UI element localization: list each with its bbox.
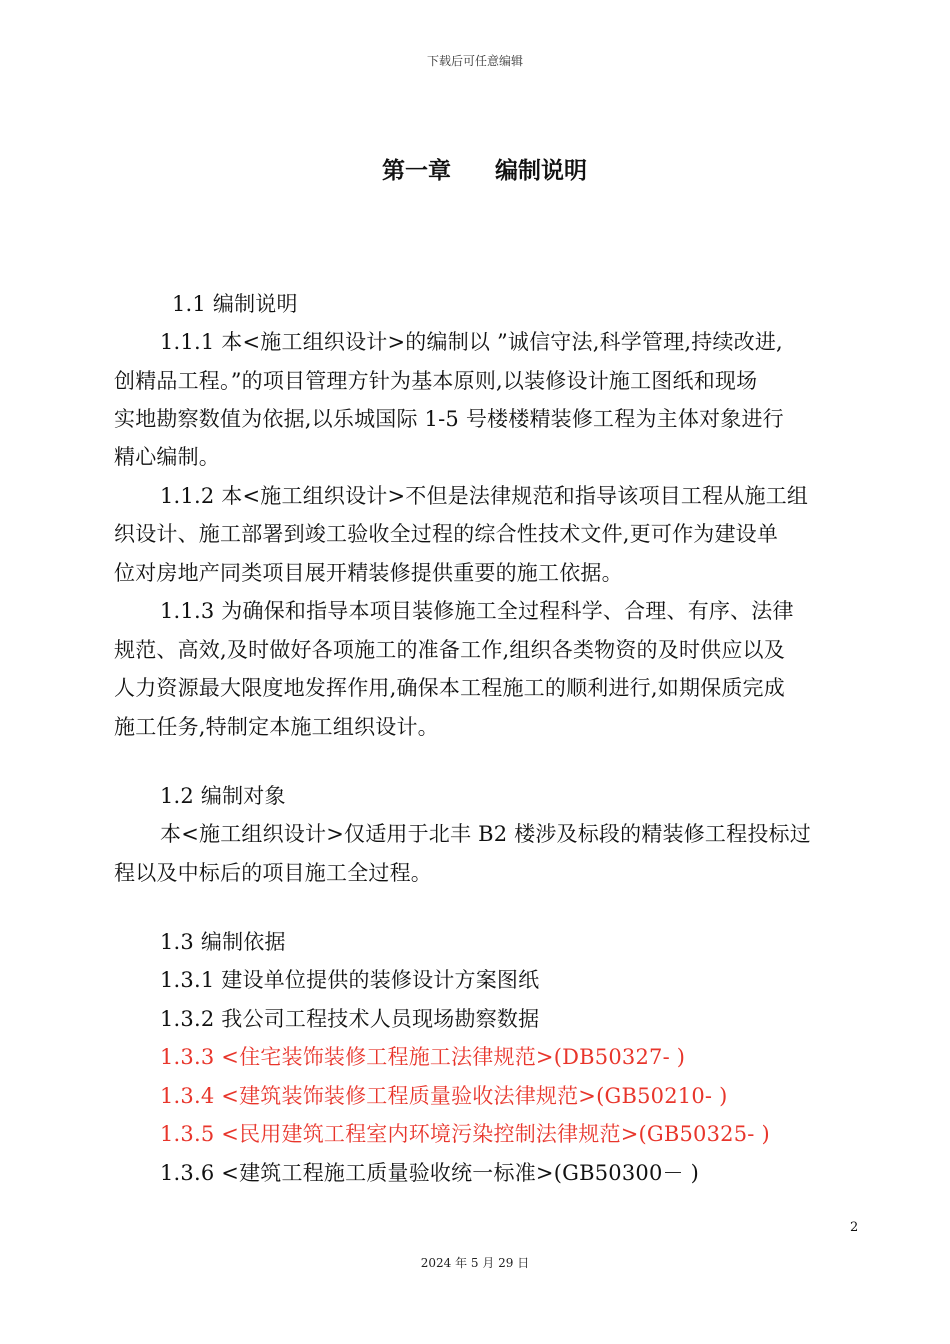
paragraph-line: 位对房地产同类项目展开精装修提供重要的施工依据。 xyxy=(114,561,623,585)
paragraph-line: 人力资源最大限度地发挥作用,确保本工程施工的顺利进行,如期保质完成 xyxy=(114,676,785,700)
chapter-label: 第一章 xyxy=(382,158,451,184)
paragraph-line: 本<施工组织设计>仅适用于北丰 B2 楼涉及标段的精装修工程投标过 xyxy=(160,822,811,846)
paragraph-line: 创精品工程。”的项目管理方针为基本原则,以装修设计施工图纸和现场 xyxy=(114,369,758,393)
list-item-highlighted: 1.3.4 <建筑装饰装修工程质量验收法律规范>(GB50210- ) xyxy=(160,1084,728,1108)
page-header: 下载后可任意编辑 xyxy=(426,54,523,68)
page-number: 2 xyxy=(850,1220,859,1235)
paragraph-line: 规范、高效,及时做好各项施工的准备工作,组织各类物资的及时供应以及 xyxy=(114,638,785,662)
paragraph-line: 施工任务,特制定本施工组织设计。 xyxy=(114,715,439,739)
paragraph-line: 1.1.1 本<施工组织设计>的编制以 ”诚信守法,科学管理,持续改进, xyxy=(160,330,783,354)
list-item-highlighted: 1.3.3 <住宅装饰装修工程施工法律规范>(DB50327- ) xyxy=(160,1045,686,1069)
list-item-highlighted: 1.3.5 <民用建筑工程室内环境污染控制法律规范>(GB50325- ) xyxy=(160,1122,770,1146)
list-item: 1.3.1 建设单位提供的装修设计方案图纸 xyxy=(160,968,540,992)
page-footer-date: 2024 年 5 月 29 日 xyxy=(420,1256,530,1270)
paragraph-line: 实地勘察数值为依据,以乐城国际 1-5 号楼楼精装修工程为主体对象进行 xyxy=(114,407,784,431)
paragraph-line: 程以及中标后的项目施工全过程。 xyxy=(114,861,432,885)
section-heading-1-2: 1.2 编制对象 xyxy=(160,784,286,808)
paragraph-line: 织设计、施工部署到竣工验收全过程的综合性技术文件,更可作为建设单 xyxy=(114,522,779,546)
list-item: 1.3.6 <建筑工程施工质量验收统一标准>(GB50300－ ) xyxy=(160,1161,699,1185)
paragraph-line: 1.1.2 本<施工组织设计>不但是法律规范和指导该项目工程从施工组 xyxy=(160,484,809,508)
paragraph-line: 1.1.3 为确保和指导本项目装修施工全过程科学、合理、有序、法律 xyxy=(160,599,794,623)
list-item: 1.3.2 我公司工程技术人员现场勘察数据 xyxy=(160,1007,540,1031)
section-heading-1-3: 1.3 编制依据 xyxy=(160,930,286,954)
section-heading-1-1: 1.1 编制说明 xyxy=(172,292,298,316)
paragraph-line: 精心编制。 xyxy=(114,445,220,469)
chapter-title: 编制说明 xyxy=(495,158,587,184)
chapter-heading xyxy=(382,152,587,185)
